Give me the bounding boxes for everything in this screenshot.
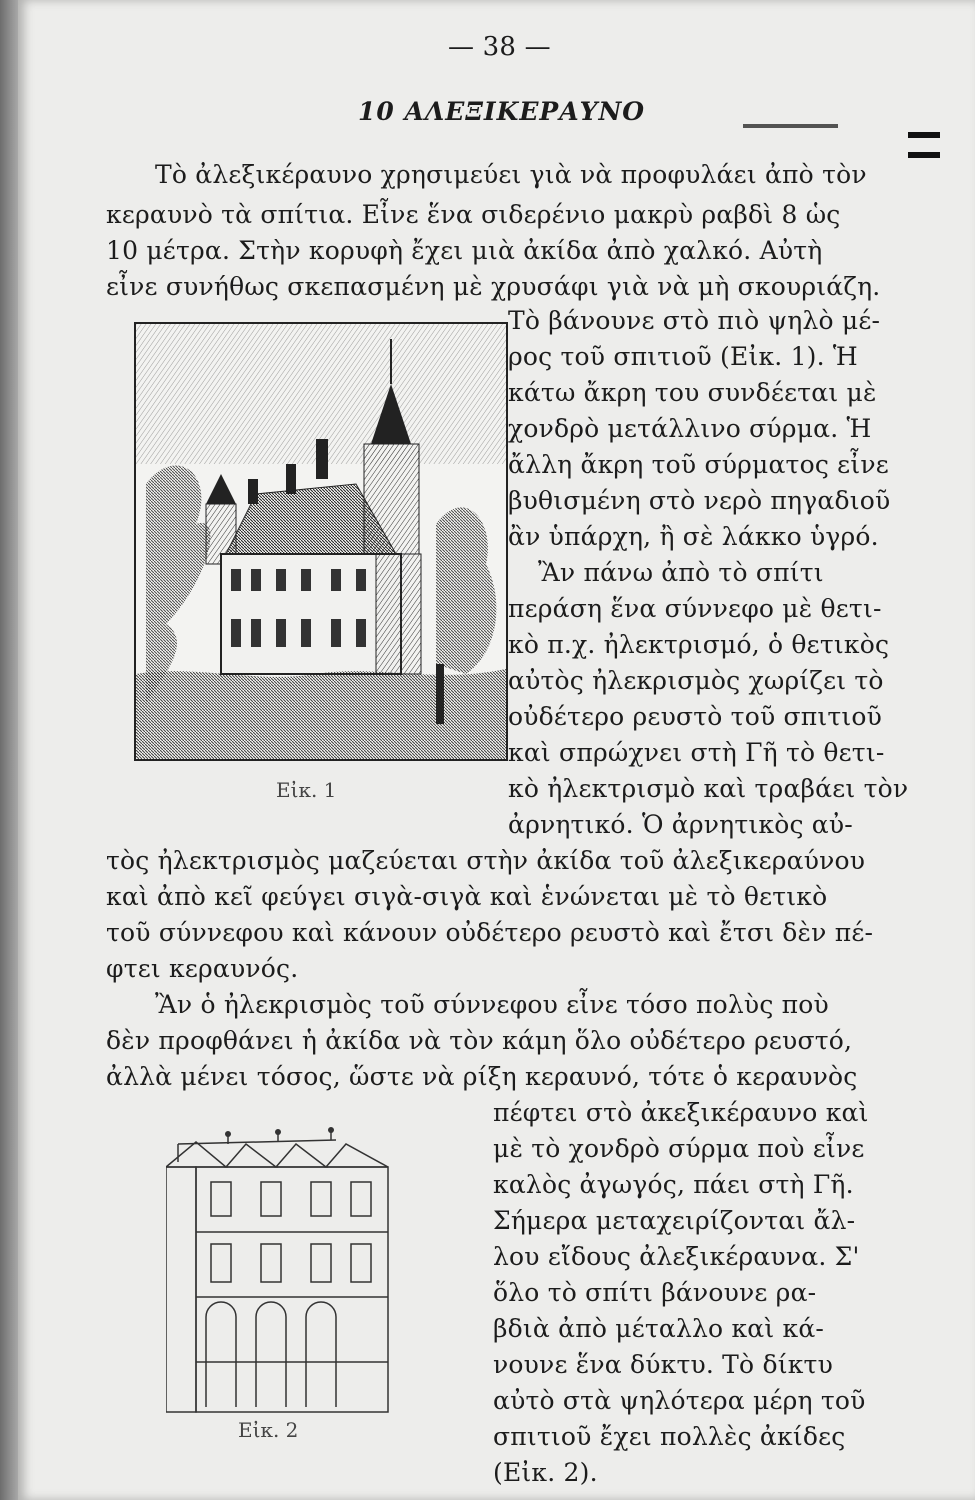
text-line: ὅλο τὸ σπίτι βάνουνε ρα- [493,1278,817,1307]
figure-1-caption: Εἰκ. 1 [276,778,337,802]
page-number: — 38 — [448,32,551,62]
text-line: οὐδέτερο ρευστὸ τοῦ σπιτιοῦ [508,702,883,731]
text-line: ἀλλὰ μένει τόσος, ὥστε νὰ ρίξη κεραυνό, τότε ὁ κεραυνὸς [106,1062,858,1091]
chapter-title: 10 ΑΛΕΞΙΚΕΡΑΥΝΟ [358,97,646,126]
text-line: χονδρὸ μετάλλινο σύρμα. Ἡ [508,414,872,443]
text-line: ἂν ὑπάρχη, ἢ σὲ λάκκο ὑγρό. [508,522,879,551]
text-line: καὶ ἀπὸ κεῖ φεύγει σιγὰ-σιγὰ καὶ ἑνώνεται μὲ τὸ θετικὸ [106,882,828,911]
text-line: νουνε ἕνα δύκτυ. Τὸ δίκτυ [493,1350,833,1379]
chateau-illustration [136,324,506,759]
book-spine-shadow [0,0,18,1500]
text-line: μὲ τὸ χονδρὸ σύρμα ποὺ εἶνε [493,1134,865,1163]
text-line: κεραυνὸ τὰ σπίτια. Εἶνε ἕνα σιδερένιο μακρὺ ραβδὶ 8 ὡς [106,200,841,229]
text-line: Ἂν ὁ ἠλεκρισμὸς τοῦ σύννεφου εἶνε τόσο πολὺς ποὺ [155,990,829,1019]
ink-smudge [743,124,838,128]
text-line: τοῦ σύννεφου καὶ κάνουν οὐδέτερο ρευστὸ καὶ ἔτσι δὲν πέ- [106,918,874,947]
text-line: φτει κεραυνός. [106,954,299,983]
figure-2-house-diagram [166,1122,396,1422]
text-line: (Εἰκ. 2). [493,1458,598,1487]
text-line: πέφτει στὸ ἀκεξικέραυνο καὶ [493,1098,869,1127]
text-line: κὸ ἠλεκτρισμὸ καὶ τραβάει τὸν [508,774,909,803]
text-line: εἶνε συνήθως σκεπασμένη μὲ χρυσάφι γιὰ νὰ μὴ σκουριάζη. [106,272,881,301]
margin-mark [908,132,940,158]
text-line: δὲν προφθάνει ἡ ἀκίδα νὰ τὸν κάμη ὅλο οὐδέτερο ρευστό, [106,1026,853,1055]
text-line: λου εἴδους ἀλεξικέραυνα. Σ' [493,1242,860,1271]
text-line: ἄλλη ἄκρη τοῦ σύρματος εἶνε [508,450,889,479]
text-line: ἀρνητικό. Ὁ ἀρνητικὸς αὐ- [508,810,853,839]
text-line: καὶ σπρώχνει στὴ Γῆ τὸ θετι- [508,738,885,767]
text-line: Τὸ βάνουνε στὸ πιὸ ψηλὸ μέ- [508,306,881,335]
text-line: αὐτὸς ἠλεκρισμὸς χωρίζει τὸ [508,666,884,695]
text-line: ρος τοῦ σπιτιοῦ (Εἰκ. 1). Ἡ [508,342,858,371]
text-line: σπιτιοῦ ἔχει πολλὲς ἀκίδες [493,1422,846,1451]
text-line: καλὸς ἀγωγός, πάει στὴ Γῆ. [493,1170,854,1199]
text-line: βυθισμένη στὸ νερὸ πηγαδιοῦ [508,486,891,515]
figure-2-caption: Εἰκ. 2 [238,1418,299,1442]
text-line: περάση ἕνα σύννεφο μὲ θετι- [508,594,882,623]
text-line: Ἂν πάνω ἀπὸ τὸ σπίτι [538,558,824,587]
book-page [18,0,975,1500]
house-illustration [166,1122,396,1422]
text-line: κάτω ἄκρη του συνδέεται μὲ [508,378,877,407]
text-line: βδιὰ ἀπὸ μέταλλο καὶ κά- [493,1314,825,1343]
text-line: τὸς ἠλεκτρισμὸς μαζεύεται στὴν ἀκίδα τοῦ ἀλεξικεραύνου [106,846,866,875]
text-line: Τὸ ἀλεξικέραυνο χρησιμεύει γιὰ νὰ προφυλάει ἀπὸ τὸν [155,160,867,189]
text-line: Σήμερα μεταχειρίζονται ἄλ- [493,1206,856,1235]
text-line: αὐτὸ στὰ ψηλότερα μέρη τοῦ [493,1386,866,1415]
text-line: 10 μέτρα. Στὴν κορυφὴ ἔχει μιὰ ἀκίδα ἀπὸ χαλκό. Αὐτὴ [106,236,823,265]
text-line: κὸ π.χ. ἠλεκτρισμό, ὁ θετικὸς [508,630,890,659]
figure-1-chateau-engraving [134,322,508,761]
